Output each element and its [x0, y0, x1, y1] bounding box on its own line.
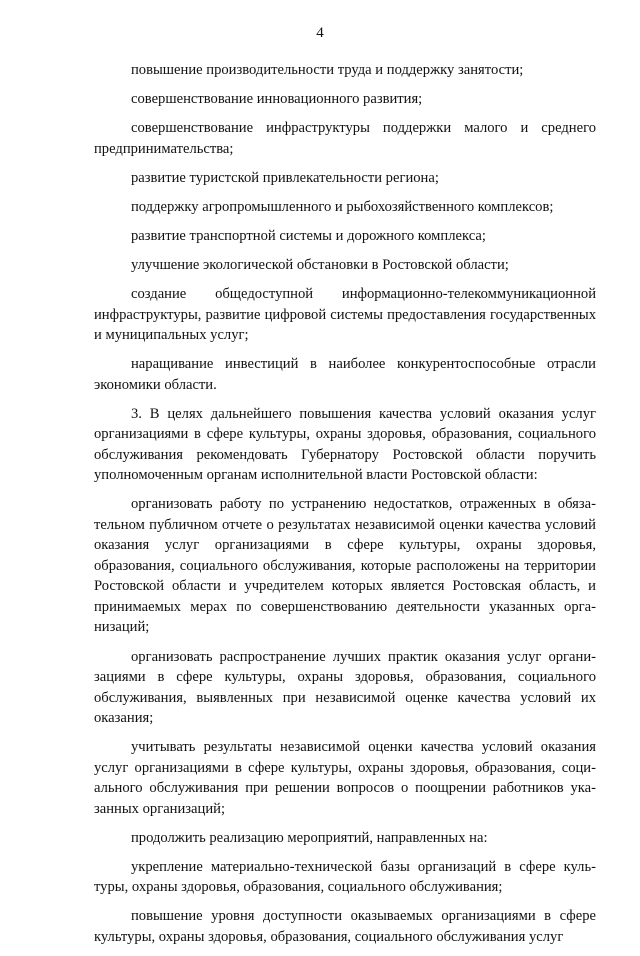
- paragraph: организовать работу по устранению недостатков, отраженных в обязательном публичном отчете о результатах независимой оценки качества условий оказания услуг организациями в сфере культуры, охраны здоровья, образования, социального обслуживания, которые расположены на территории Ростовской области и учредителем которых является Ростовская область, и принимаемых мерах по совершенствованию деятельности указанных организаций;: [94, 496, 596, 636]
- paragraph: учитывать результаты независимой оценки качества условий оказания услуг организациями в сфере культуры, охраны здоровья, образования, социального обслуживания при решении вопросов о поощрении работников указанных организаций;: [94, 739, 596, 817]
- paragraph: развитие туристской привлекательности региона;: [131, 169, 439, 186]
- paragraph: наращивание инвестиций в наиболее конкурентоспособные отрасли экономики области.: [94, 356, 596, 393]
- document-body: [94, 60, 596, 956]
- paragraph: повышение уровня доступности оказываемых организациями в сфере культуры, охраны здоровья, образования, социального обслуживания услуг: [94, 908, 596, 945]
- paragraph: совершенствование инфраструктуры поддержки малого и среднего предпринимательства;: [94, 120, 596, 157]
- paragraph: улучшение экологической обстановки в Ростовской области;: [131, 257, 509, 274]
- paragraph: совершенствование инновационного развития;: [131, 91, 423, 108]
- paragraph: продолжить реализацию мероприятий, направленных на:: [131, 829, 488, 846]
- paragraph: укрепление материально-технической базы организаций в сфере культуры, охраны здоровья, образования, социального обслуживания;: [94, 858, 596, 896]
- paragraph: поддержку агропромышленного и рыбохозяйственного комплексов;: [131, 198, 554, 215]
- paragraph: развитие транспортной системы и дорожного комплекса;: [131, 227, 486, 244]
- page-number: 4: [316, 25, 324, 41]
- paragraph: организовать распространение лучших практик оказания услуг организациями в сфере культуры, охраны здоровья, образования, социального обслуживания, выявленных при независимой оценке качества условий их оказания;: [94, 648, 596, 727]
- paragraph: 3. В целях дальнейшего повышения качества условий оказания услуг организациями в сфере культуры, охраны здоровья, образования, социального обслуживания рекомендовать Губернатору Ростовской области поручить уполномоченным органам исполнительной власти Ростовской области:: [94, 405, 596, 484]
- paragraph: повышение производительности труда и поддержку занятости;: [131, 62, 524, 78]
- paragraph: создание общедоступной информационно-телекоммуникационной инфраструктуры, развитие цифровой системы предоставления государственных и муниципальных услуг;: [94, 286, 596, 344]
